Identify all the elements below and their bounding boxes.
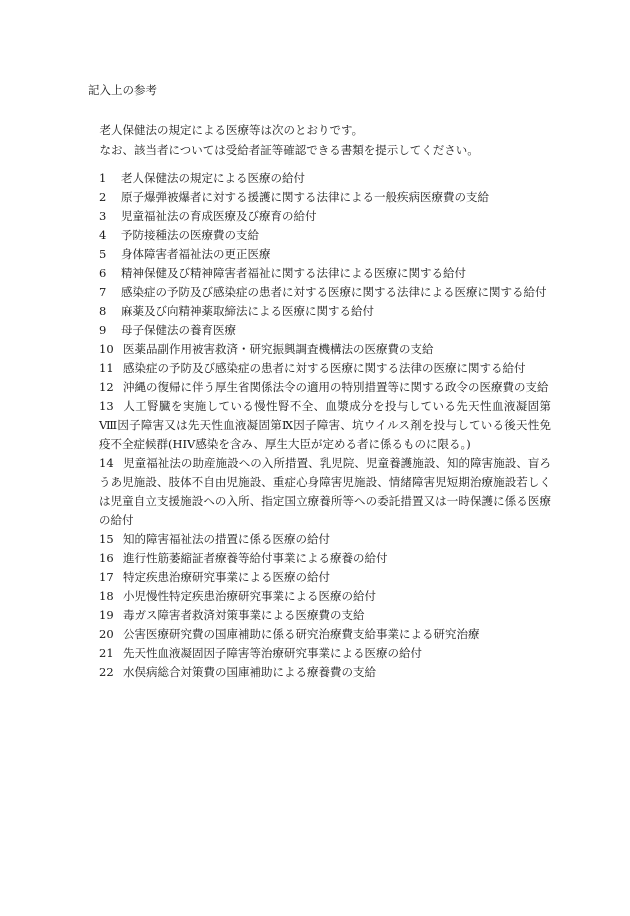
intro-line: なお、該当者については受給者証等確認できる書類を提示してください。	[99, 143, 479, 157]
item-number: 6	[99, 266, 107, 280]
list-item	[99, 283, 551, 302]
item-text: 人工腎臓を実施している慢性腎不全、血漿成分を投与している先天性血液凝固第Ⅷ因子障害又は先天性血液凝固第Ⅸ因子障害、坑ウイルス剤を投与している後天性免疫不全症候群(HIV感染を含み、厚生大臣が定める者に係るものに限る。)	[99, 399, 551, 451]
item-number: 21	[99, 646, 114, 660]
item-number: 15	[99, 532, 114, 546]
item-text: 小児慢性特定疾患治療研究事業による医療の給付	[123, 589, 376, 603]
item-text: 医薬品副作用被害救済・研究振興調査機構法の医療費の支給	[123, 342, 434, 356]
list-item	[99, 549, 551, 568]
item-number: 13	[99, 399, 114, 413]
item-number: 17	[99, 570, 114, 584]
list-item	[99, 397, 551, 454]
item-number: 14	[99, 456, 114, 470]
item-text: 進行性筋萎縮証者療養等給付事業による療養の給付	[123, 551, 388, 565]
item-text: 精神保健及び精神障害者福祉に関する法律による医療に関する給付	[121, 266, 466, 280]
list-item	[99, 663, 551, 682]
item-text: 毒ガス障害者救済対策事業による医療費の支給	[123, 608, 365, 622]
item-text: 原子爆弾被爆者に対する援護に関する法律による一般疾病医療費の支給	[121, 190, 489, 204]
list-item	[99, 302, 551, 321]
item-number: 4	[99, 228, 107, 242]
item-number: 12	[99, 380, 114, 394]
reference-list	[99, 169, 551, 682]
intro-paragraph	[88, 120, 558, 160]
item-number: 3	[99, 209, 107, 223]
list-item	[99, 454, 551, 530]
list-item	[99, 568, 551, 587]
item-number: 10	[99, 342, 114, 356]
item-text: 水俣病総合対策費の国庫補助による療養費の支給	[123, 665, 376, 679]
item-text: 児童福祉法の助産施設への入所措置、乳児院、児童養護施設、知的障害施設、盲ろうあ児施設、肢体不自由児施設、重症心身障害児施設、情緒障害児短期治療施設若しくは児童自立支援施設への入所、指定国立療養所等への委託措置又は一時保護に係る医療の給付	[99, 456, 551, 527]
item-number: 11	[99, 361, 114, 375]
section-heading: 記入上の参考	[88, 83, 157, 97]
item-number: 2	[99, 190, 107, 204]
item-number: 7	[99, 285, 107, 299]
item-text: 感染症の予防及び感染症の患者に対する医療に関する法律の医療に関する給付	[123, 361, 526, 375]
list-item	[99, 207, 551, 226]
item-number: 20	[99, 627, 114, 641]
list-item	[99, 606, 551, 625]
list-item	[99, 226, 551, 245]
list-item	[99, 530, 551, 549]
list-item	[99, 169, 551, 188]
list-item	[99, 359, 551, 378]
item-text: 麻薬及び向精神薬取締法による医療に関する給付	[121, 304, 374, 318]
list-item	[99, 245, 551, 264]
list-item	[99, 625, 551, 644]
item-text: 公害医療研究費の国庫補助に係る研究治療費支給事業による研究治療	[123, 627, 480, 641]
item-text: 特定疾患治療研究事業による医療の給付	[123, 570, 330, 584]
item-text: 先天性血液凝固因子障害等治療研究事業による医療の給付	[123, 646, 422, 660]
item-number: 8	[99, 304, 107, 318]
item-text: 沖縄の復帰に伴う厚生省関係法令の適用の特別措置等に関する政令の医療費の支給	[123, 380, 549, 394]
list-item	[99, 188, 551, 207]
list-item	[99, 264, 551, 283]
list-item	[99, 587, 551, 606]
item-text: 身体障害者福祉法の更正医療	[121, 247, 271, 261]
item-number: 9	[99, 323, 107, 337]
item-text: 予防接種法の医療費の支給	[121, 228, 259, 242]
item-number: 1	[99, 171, 107, 185]
list-item	[99, 321, 551, 340]
list-item	[99, 340, 551, 359]
item-text: 児童福祉法の育成医療及び療育の給付	[121, 209, 317, 223]
intro-line: 老人保健法の規定による医療等は次のとおりです。	[99, 123, 364, 137]
item-text: 老人保健法の規定による医療の給付	[121, 171, 305, 185]
list-item	[99, 644, 551, 663]
item-text: 感染症の予防及び感染症の患者に対する医療に関する法律による医療に関する給付	[121, 285, 547, 299]
item-number: 5	[99, 247, 107, 261]
item-text: 知的障害福祉法の措置に係る医療の給付	[123, 532, 330, 546]
item-number: 16	[99, 551, 114, 565]
item-text: 母子保健法の養育医療	[121, 323, 236, 337]
item-number: 18	[99, 589, 114, 603]
list-item	[99, 378, 551, 397]
item-number: 22	[99, 665, 114, 679]
item-number: 19	[99, 608, 114, 622]
